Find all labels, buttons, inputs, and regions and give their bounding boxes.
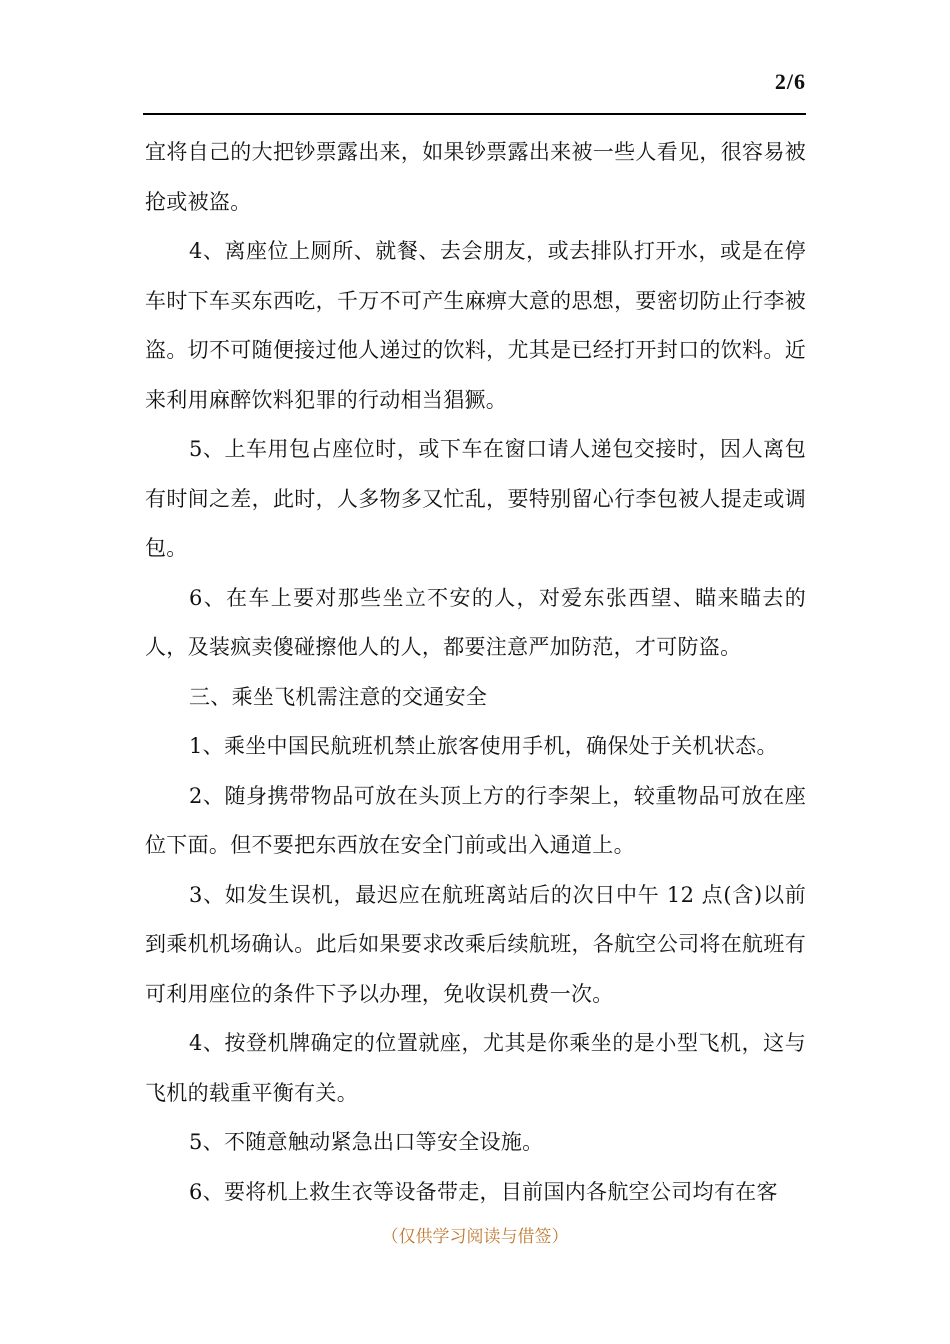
paragraph-item-3-missed-flight: 3、如发生误机，最迟应在航班离站后的次日中午 12 点(含)以前到乘机机场确认。此后如果要求改乘后续航班，各航空公司将在航班有可利用座位的条件下予以办理，免收误机费一次。 [145,882,806,1006]
paragraph-item-6-watch-suspicious: 6、在车上要对那些坐立不安的人，对爱东张西望、瞄来瞄去的人，及装疯卖傻碰擦他人的人，都要注意严加防范，才可防盗。 [145,585,806,659]
paragraph-item-2-carry-on: 2、随身携带物品可放在头顶上方的行李架上，较重物品可放在座位下面。但不要把东西放在安全门前或出入通道上。 [145,783,806,857]
paragraph-item-1-phones: 1、乘坐中国民航班机禁止旅客使用手机，确保处于关机状态。 [189,734,778,758]
paragraph-continuation: 宜将自己的大把钞票露出来，如果钞票露出来被一些人看见，很容易被抢或被盗。 [145,140,806,214]
section-heading-air-travel: 三、乘坐飞机需注意的交通安全 [189,684,488,709]
paragraph-item-4-luggage-theft: 4、离座位上厕所、就餐、去会朋友，或去排队打开水，或是在停车时下车买东西吃，千万不可产生麻痹大意的思想，要密切防止行李被盗。切不可随便接过他人递过的饮料，尤其是已经打开封口的饮料。近来利用麻醉饮料犯罪的行动相当猖獗。 [145,239,806,412]
paragraph-item-5-bag-swap: 5、上车用包占座位时，或下车在窗口请人递包交接时，因人离包有时间之差，此时，人多物多又忙乱，要特别留心行李包被人提走或调包。 [145,437,806,560]
paragraph-item-5-emergency-exit: 5、不随意触动紧急出口等安全设施。 [189,1130,544,1154]
page-number: 2/6 [774,69,806,94]
paragraph-item-6-life-vest: 6、要将机上救生衣等设备带走，目前国内各航空公司均有在客 [189,1179,778,1204]
header-divider [143,113,806,115]
paragraph-item-4-seating: 4、按登机牌确定的位置就座，尤其是你乘坐的是小型飞机，这与飞机的载重平衡有关。 [145,1031,806,1105]
footer-note: （仅供学习阅读与借签） [381,1227,569,1247]
document-body [145,128,806,1210]
